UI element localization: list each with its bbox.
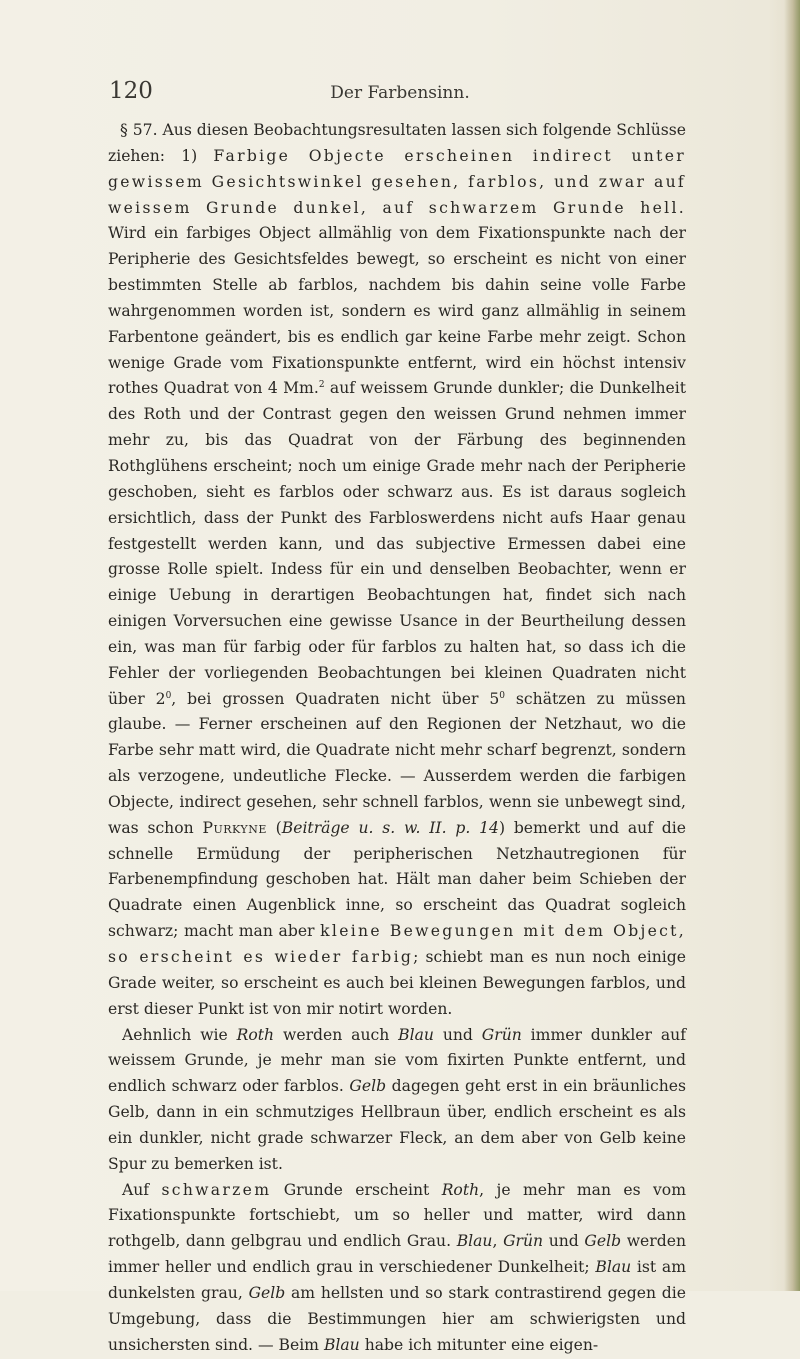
color-term: Blau [323, 1335, 360, 1354]
paragraph-57 [108, 118, 686, 1023]
spaced-emphasis: schwarzem [161, 1180, 272, 1199]
running-title: Der Farbensinn. [330, 83, 470, 103]
color-term: Blau [398, 1025, 434, 1044]
superscript: 2 [318, 380, 325, 391]
text-run: , bei grossen Quadraten nicht über 5 [171, 689, 500, 708]
text-run: dagegen geht erst in ein bräunliches Gelb, dann in ein schmutziges Hellbraun über, endlich erscheint es als ein dunkler, nicht grade schwarzer Fleck, an dem aber von Gelb keine Spur zu bemerken ist. [108, 1077, 686, 1173]
text-run: ; schiebt man es nun noch einige Grade weiter, so erscheint es auch bei kleinen Bewegungen farblos, und erst dieser Punkt ist von mir notirt worden. [108, 948, 687, 1018]
author-name: Purkyne [202, 818, 267, 837]
text-run: und [543, 1232, 585, 1251]
spaced-emphasis: kleine Bewegungen mit dem Object, so erscheint es wieder farbig [108, 922, 687, 966]
text-run: auf weissem Grunde dunkler; die Dunkelheit des Roth und der Contrast gegen den weissen Grund nehmen immer mehr zu, bis das Quadrat von der Färbung des beginnenden Rothglühens erscheint; noch um einige Grade mehr nach der Peripherie geschoben, sieht es farblos oder schwarz aus. Es ist daraus sogleich ersichtlich, dass der Punkt des Farbloswerdens nicht aufs Haar genau festgestellt werden kann, und das subjective Ermessen dabei eine grosse Rolle spielt. Indess für ein und denselben Beobachter, wenn er einige Uebung in derartigen Beobachtungen hat, findet sich nach einigen Vorversuchen eine gewisse Usance in der Beurtheilung dessen ein, was man für farbig oder für farblos zu halten hat, so dass ich die Fehler der vorliegenden Beobachtungen bei kleinen Quadraten nicht über 2 [108, 379, 686, 708]
text-run: , [492, 1232, 504, 1251]
text-run: werden immer heller und endlich grau in verschiedener Dunkelheit; [108, 1232, 686, 1277]
citation: Beiträge u. s. w. II. p. 14 [281, 818, 499, 837]
color-term: Gelb [248, 1283, 286, 1302]
text-run: werden auch [274, 1025, 399, 1044]
color-term: Gelb [349, 1077, 387, 1096]
text-run: Auf [122, 1180, 162, 1199]
body-text [108, 118, 686, 1359]
color-term: Roth [236, 1025, 275, 1044]
text-run: und [433, 1025, 482, 1044]
color-term: Grün [481, 1025, 522, 1044]
superscript: 0 [165, 690, 172, 701]
color-term: Blau [456, 1232, 493, 1251]
text-run: § 57. Aus diesen Beobachtungsresultaten lassen sich folgende Schlüsse ziehen: 1) [108, 121, 686, 165]
text-run: habe ich mitunter eine eigen- [359, 1335, 599, 1354]
paragraph-colors-white-ground [108, 1023, 686, 1178]
text-run: Grunde erscheint [271, 1180, 442, 1199]
text-run: ( [266, 818, 282, 837]
text-run: schätzen zu müssen glaube. — Ferner erscheinen auf den Regionen der Netzhaut, wo die Farbe sehr matt wird, die Quadrate nicht mehr scharf begrenzt, sondern als verzogene, undeutliche Flecke. — Ausserdem werden die farbigen Objecte, indirect gesehen, sehr schnell farblos, wenn sie unbewegt sind, was schon [108, 689, 686, 837]
text-run: immer dunkler auf weissem Grunde, je mehr man sie vom fixirten Punkte entfernt, und endlich schwarz oder farblos. [108, 1025, 686, 1096]
spaced-emphasis: Farbige Objecte erscheinen indirect unter gewissem Gesichtswinkel gesehen, farblos, und zwar auf weissem Grunde dunkel, auf schwarzem Grunde hell. [108, 146, 686, 217]
page-number: 120 [109, 78, 153, 104]
page-edge-shadow [784, 0, 800, 1291]
text-run: Aehnlich wie [122, 1025, 237, 1044]
text-run: ) bemerkt und auf die schnelle Ermüdung der peripherischen Netzhautregionen für Farbenempfindung geschoben hat. Hält man daher beim Schieben der Quadrate einen Augenblick inne, so erscheint das Quadrat sogleich schwarz; macht man aber [108, 818, 686, 941]
text-run: am hellsten und so stark contrastirend gegen die Umgebung, dass die Bestimmungen hier am schwierigsten und unsichersten sind. — Beim [108, 1283, 687, 1354]
color-term: Blau [595, 1258, 632, 1277]
superscript: 0 [499, 690, 505, 701]
color-term: Grün [503, 1232, 544, 1251]
color-term: Gelb [584, 1232, 622, 1251]
paragraph-colors-black-ground [108, 1178, 686, 1359]
text-run: , je mehr man es vom Fixationspunkte fortschiebt, um so heller und matter, wird dann rothgelb, dann gelbgrau und endlich Grau. [108, 1180, 686, 1251]
text-run: Wird ein farbiges Object allmählig von dem Fixationspunkte nach der Peripherie des Gesichtsfeldes bewegt, so erscheint es nicht von einer bestimmten Stelle ab farblos, nachdem bis dahin seine volle Farbe wahrgenommen worden ist, sondern es wird ganz allmählig in seinem Farbentone geändert, bis es endlich gar keine Farbe mehr zeigt. Schon wenige Grade vom Fixationspunkte entfernt, wird ein höchst intensiv rothes Quadrat von 4 Mm. [108, 224, 686, 398]
text-run: ist am dunkelsten grau, [108, 1258, 686, 1302]
color-term: Roth [441, 1180, 480, 1199]
